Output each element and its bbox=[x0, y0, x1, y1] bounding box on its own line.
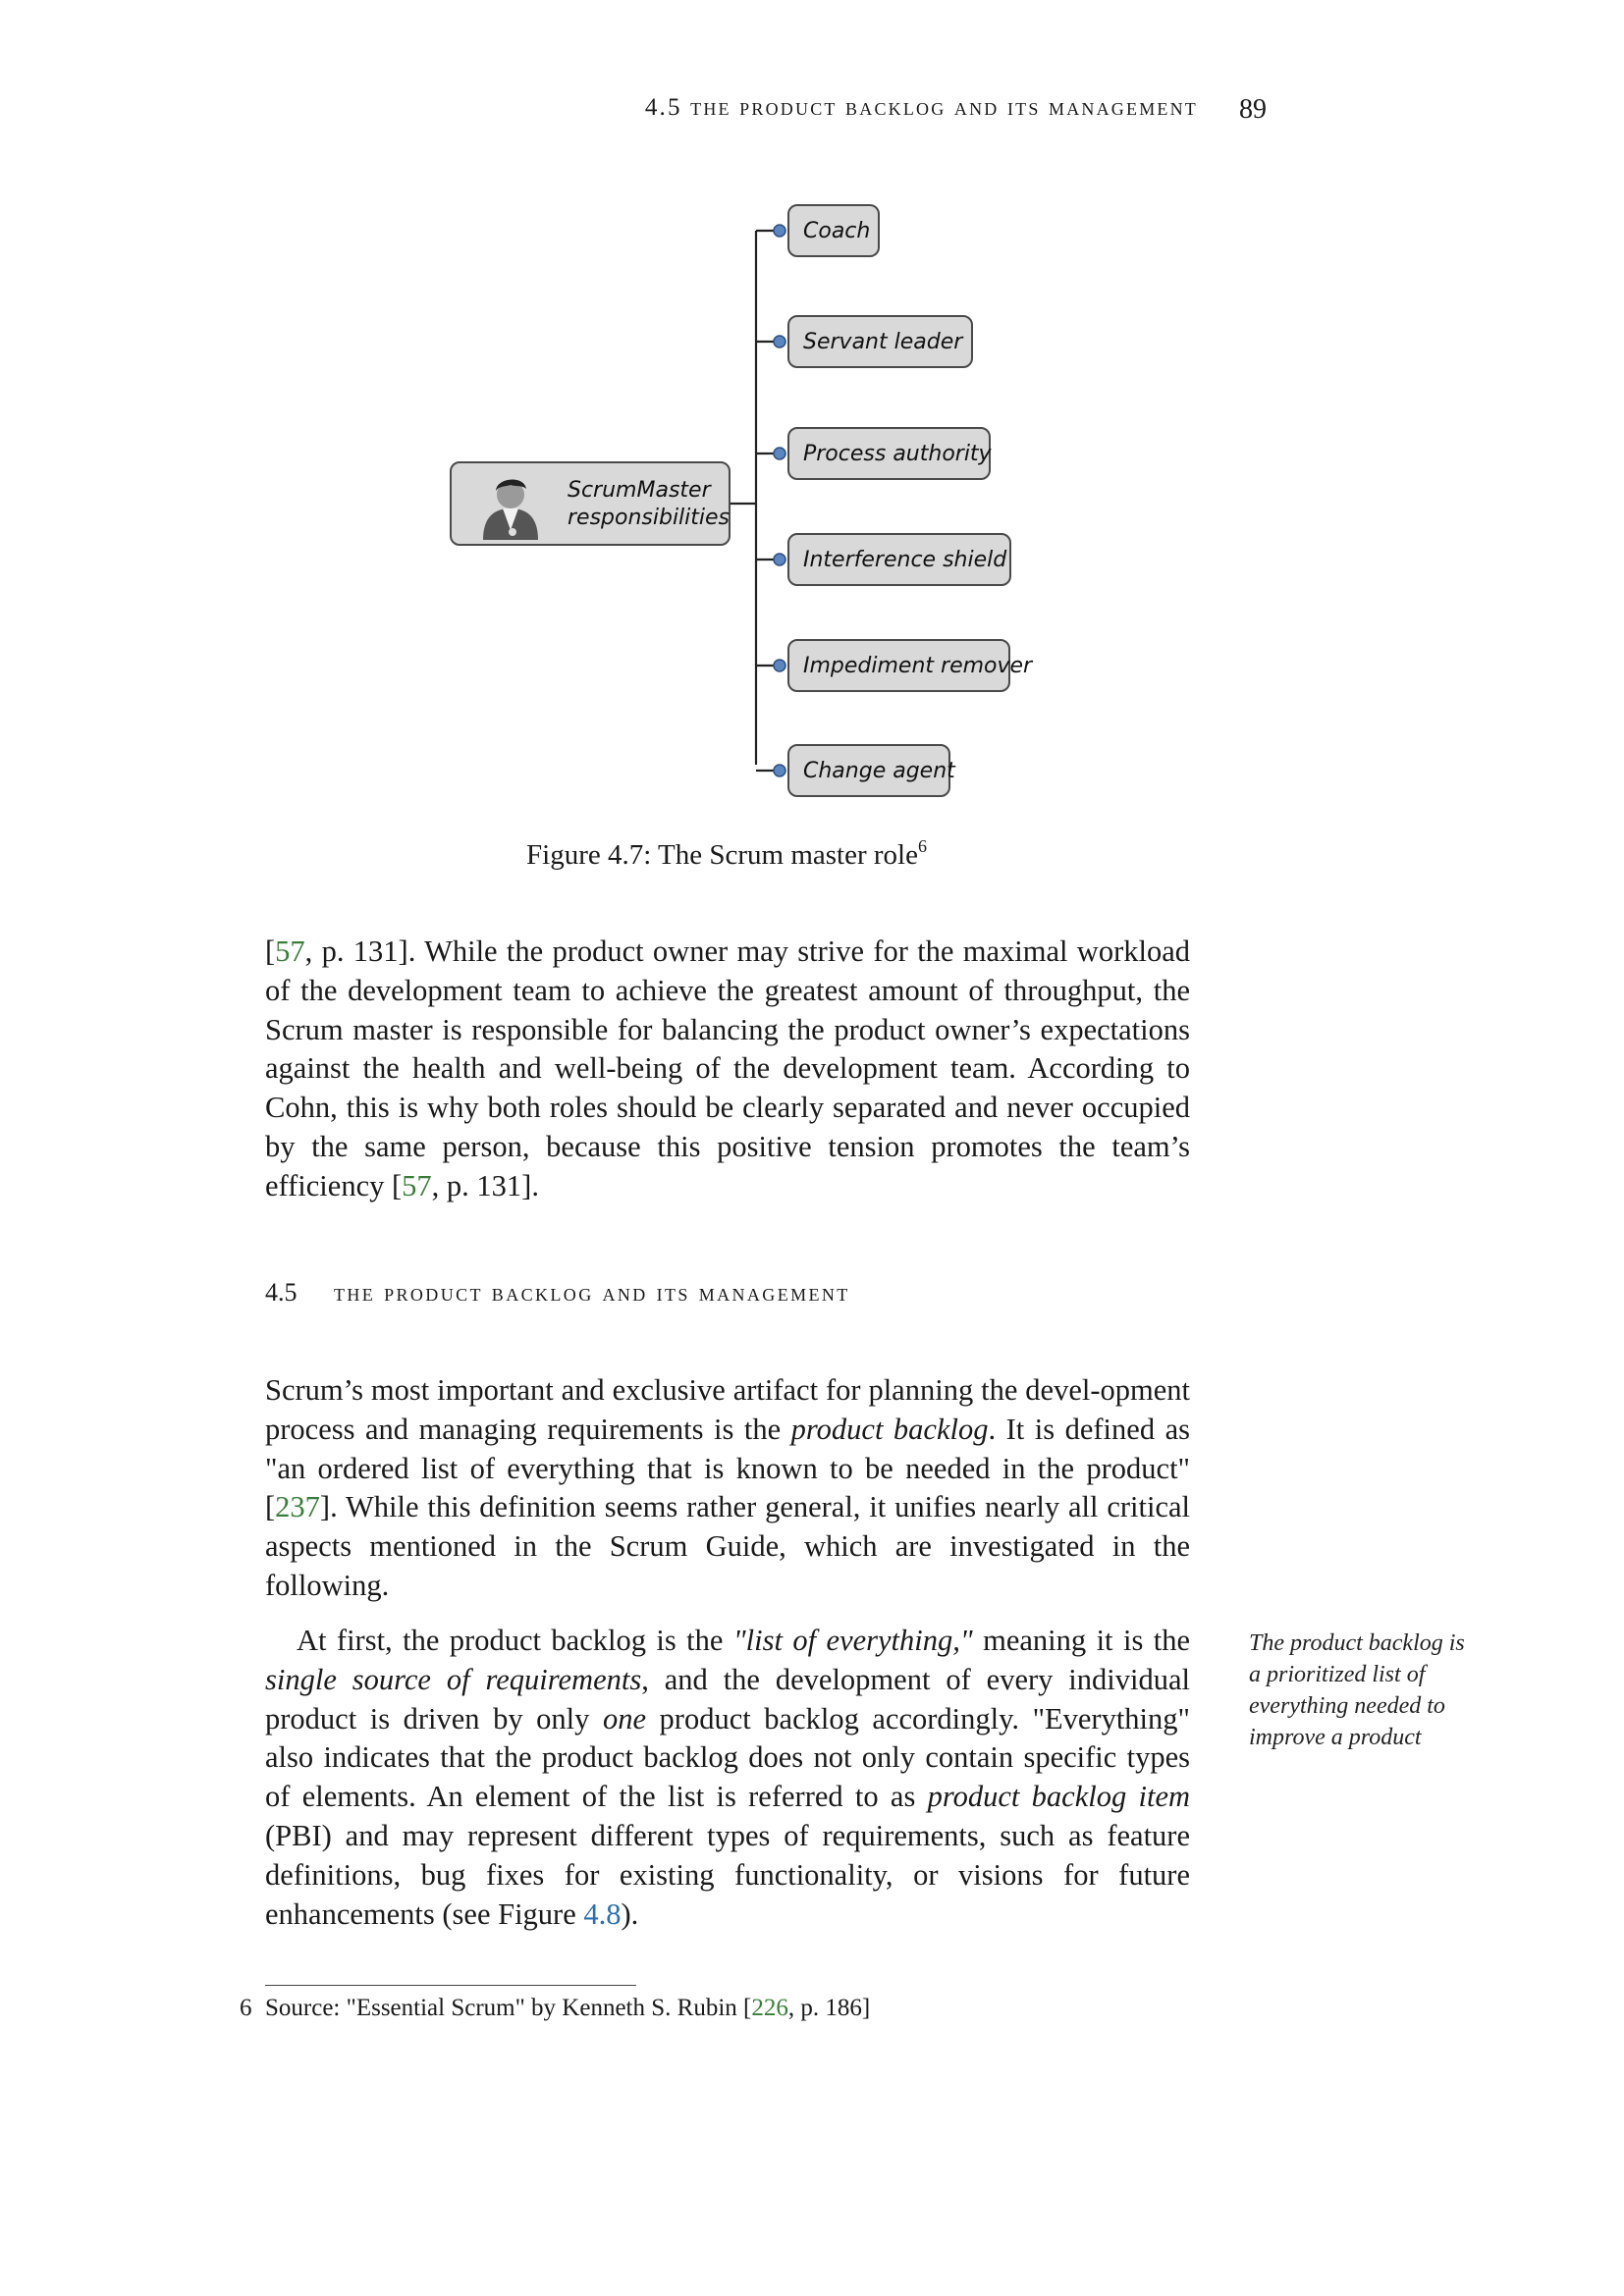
figure-caption bbox=[265, 836, 1188, 872]
branch-node-impediment-remover: Impediment remover bbox=[787, 639, 1010, 692]
branch-dot bbox=[774, 554, 785, 565]
figure-reference-link[interactable]: 4.8 bbox=[583, 1896, 622, 1931]
body-paragraph-2: Scrum’s most important and exclusive artifact for planning the devel-opment process and managing requirements is the product backlog. It is defined as "an ordered list of everything that is known to be needed in the product" [237]. While this definition seems rather general, it unifies nearly all critical aspects mentioned in the Scrum Guide, which are investigated in the following. bbox=[265, 1373, 1190, 1602]
section-title: the product backlog and its management bbox=[334, 1278, 850, 1307]
body-paragraph-1: [57, p. 131]. While the product owner may strive for the maximal workload of the development team to achieve the greatest amount of throughput, the Scrum master is responsible for balancing the product owner’s expectations against the health and well-being of the development team. According to Cohn, this is why both roles should be clearly separated and never occupied by the same person, because this positive tension promotes the team’s efficiency [57, p. 131]. bbox=[265, 934, 1190, 1202]
emphasis: product backlog bbox=[790, 1412, 989, 1446]
branch-node-process-authority: Process authority bbox=[787, 427, 991, 480]
emphasis: single source of requirements bbox=[265, 1662, 642, 1696]
caption-footnote-mark: 6 bbox=[917, 836, 927, 856]
branch-node-servant-leader: Servant leader bbox=[787, 315, 973, 368]
body-paragraph-3: At first, the product backlog is the "list of everything," meaning it is the single source of requirements, and the development of every individual product is driven by only one product backlog accordingly. "Everything" also indicates that the product backlog does not only contain specific types of elements. An element of the list is referred to as product backlog item (PBI) and may represent different types of requirements, such as feature definitions, bug fixes for existing functionality, or visions for future enhancements (see Figure 4.8). bbox=[265, 1624, 1191, 1931]
page-number: 89 bbox=[1239, 94, 1267, 125]
footnote: 6 Source: "Essential Scrum" by Kenneth S. Rubin [226, p. 186] bbox=[240, 1995, 871, 2021]
branch-dot bbox=[774, 765, 785, 776]
citation-link[interactable]: 57 bbox=[402, 1168, 432, 1202]
branch-dot bbox=[774, 336, 785, 347]
citation-link[interactable]: 237 bbox=[275, 1490, 320, 1524]
running-header-title: 4.5 the product backlog and its management bbox=[644, 94, 1198, 121]
emphasis: one bbox=[602, 1701, 646, 1735]
margin-note: The product backlog is a prioritized list of everything needed to improve a product bbox=[1249, 1630, 1465, 1750]
root-node bbox=[450, 461, 731, 546]
person-icon bbox=[477, 469, 544, 542]
branch-dot bbox=[774, 448, 785, 459]
branch-node-interference-shield: Interference shield bbox=[787, 533, 1011, 586]
branch-node-change-agent: Change agent bbox=[787, 744, 950, 797]
emphasis: "list of everything," bbox=[732, 1624, 973, 1657]
branch-dot bbox=[774, 660, 785, 671]
footnote-number: 6 bbox=[240, 1995, 252, 2021]
citation-link[interactable]: 57 bbox=[275, 934, 305, 968]
section-number: 4.5 bbox=[265, 1278, 298, 1307]
emphasis: product backlog item bbox=[927, 1780, 1191, 1814]
caption-text: Figure 4.7: The Scrum master role bbox=[526, 839, 918, 871]
root-label-line1: ScrumMaster bbox=[568, 478, 711, 503]
branch-node-coach: Coach bbox=[787, 204, 880, 257]
branch-dot bbox=[774, 225, 785, 237]
footnote-rule bbox=[265, 1985, 636, 1986]
scrum-master-role-figure bbox=[432, 187, 1041, 815]
citation-link[interactable]: 226 bbox=[751, 1995, 788, 2021]
root-label-line2: responsibilities bbox=[568, 506, 731, 530]
root-label bbox=[568, 477, 730, 532]
section-heading bbox=[265, 1278, 850, 1308]
